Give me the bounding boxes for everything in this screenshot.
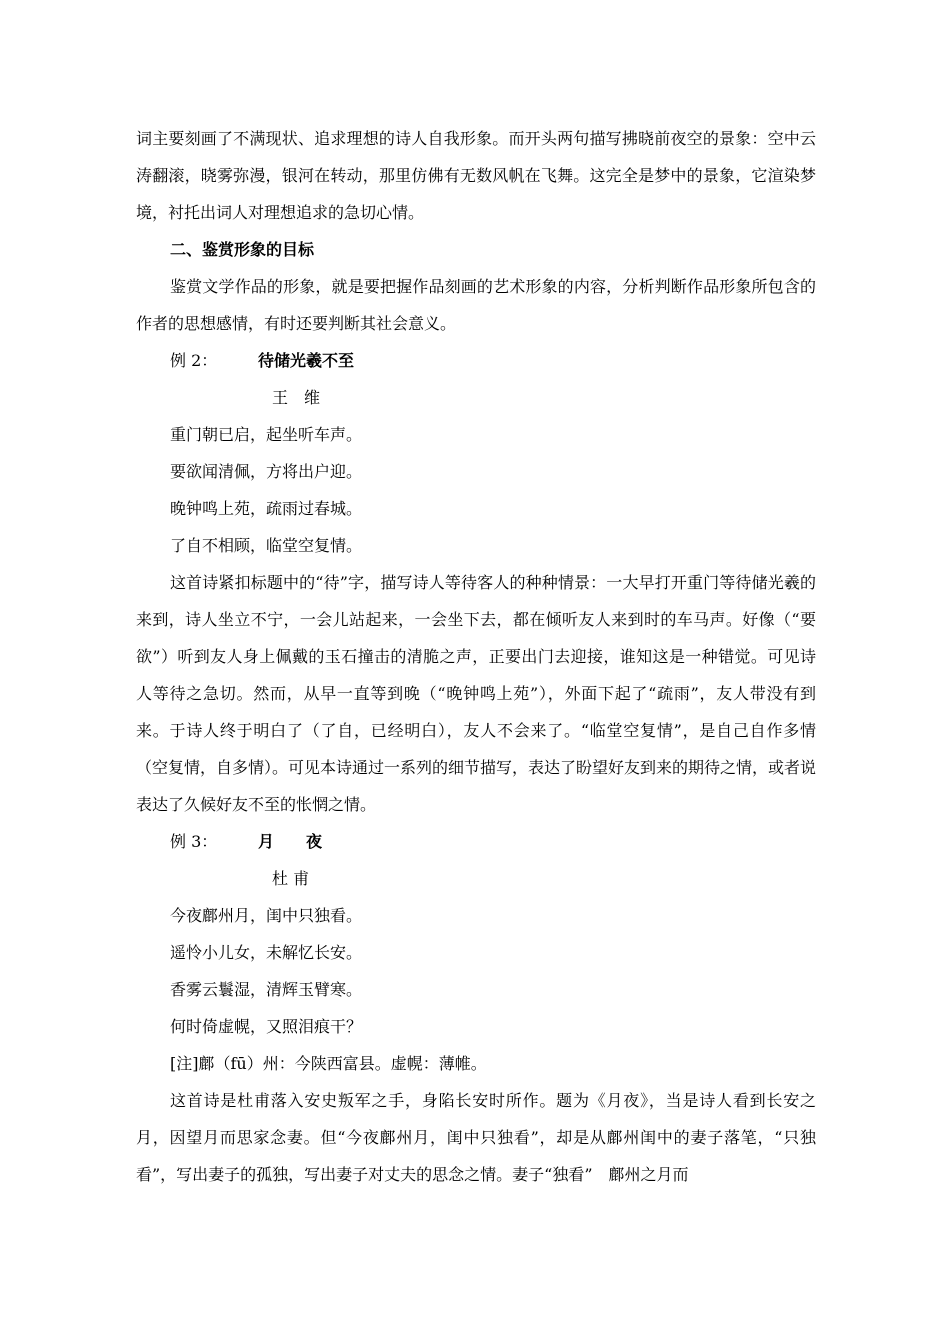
example-3-poem-line: 何时倚虚幌，又照泪痕干？ [170, 1017, 363, 1036]
example-2-author: 王 维 [272, 388, 321, 407]
example-2-poem-line: 晚钟鸣上苑，疏雨过春城。 [170, 499, 363, 518]
example-2-analysis: 这首诗紧扣标题中的“待”字，描写诗人等待客人的种种情景：一大早打开重门等待储光羲的来到，诗人坐立不宁，一会儿站起来，一会坐下去，都在倾听友人来到时的车马声。好像（“要欲”）听到友人身上佩戴的玉石撞击的清脆之声，正要出门去迎接，谁知这是一种错觉。可见诗人等待之急切。然而，从早一直等到晚（“晚钟鸣上苑”），外面下起了“疏雨”，友人带没有到来。于诗人终于明白了（了自，已经明白），友人不会来了。“临堂空复情”，是自己自作多情（空复情，自多情）。可见本诗通过一系列的细节描写，表达了盼望好友到来的期待之情，或者说表达了久候好友不至的怅惘之情。 [136, 573, 817, 814]
example-2-poem-line: 要欲闻清佩，方将出户迎。 [170, 462, 363, 481]
example-3-poem-line: 遥怜小儿女，未解忆长安。 [170, 943, 363, 962]
example-2-label: 例 2： [170, 351, 218, 370]
example-3-analysis: 这首诗是杜甫落入安史叛军之手，身陷长安时所作。题为《月夜》，当是诗人看到长安之月，因望月而思家念妻。但“今夜鄜州月，闺中只独看”，却是从鄜州闺中的妻子落笔，“只独看”，写出妻子的孤独，写出妻子对丈夫的思念之情。妻子“独看” 鄜州之月而 [136, 1091, 816, 1184]
example-2-poem-line: 重门朝已启，起坐听车声。 [170, 425, 363, 444]
example-3-author: 杜 甫 [272, 869, 310, 888]
example-3-title: 月 夜 [258, 832, 323, 851]
section-heading: 二、鉴赏形象的目标 [170, 240, 315, 259]
example-3-label: 例 3： [170, 832, 218, 851]
paragraph-intro: 词主要刻画了不满现状、追求理想的诗人自我形象。而开头两句描写拂晓前夜空的景象：空中云涛翻滚，晓雾弥漫，银河在转动，那里仿佛有无数风帆在飞舞。这完全是梦中的景象，它渲染梦境，衬托出词人对理想追求的急切心情。 [136, 129, 816, 222]
example-3-note: [注]鄜（fū）州：今陕西富县。虚幌：薄帷。 [170, 1054, 487, 1073]
document-page [136, 120, 816, 1193]
example-3-poem-line: 今夜鄜州月，闺中只独看。 [170, 906, 363, 925]
example-2-title: 待储光羲不至 [258, 351, 355, 370]
example-2-poem-line: 了自不相顾，临堂空复情。 [170, 536, 363, 555]
paragraph-goal: 鉴赏文学作品的形象，就是要把握作品刻画的艺术形象的内容，分析判断作品形象所包含的作者的思想感情，有时还要判断其社会意义。 [136, 277, 816, 333]
example-2-header [136, 342, 816, 379]
example-3-header [136, 823, 816, 860]
example-3-poem-line: 香雾云鬟湿，清辉玉臂寒。 [170, 980, 363, 999]
